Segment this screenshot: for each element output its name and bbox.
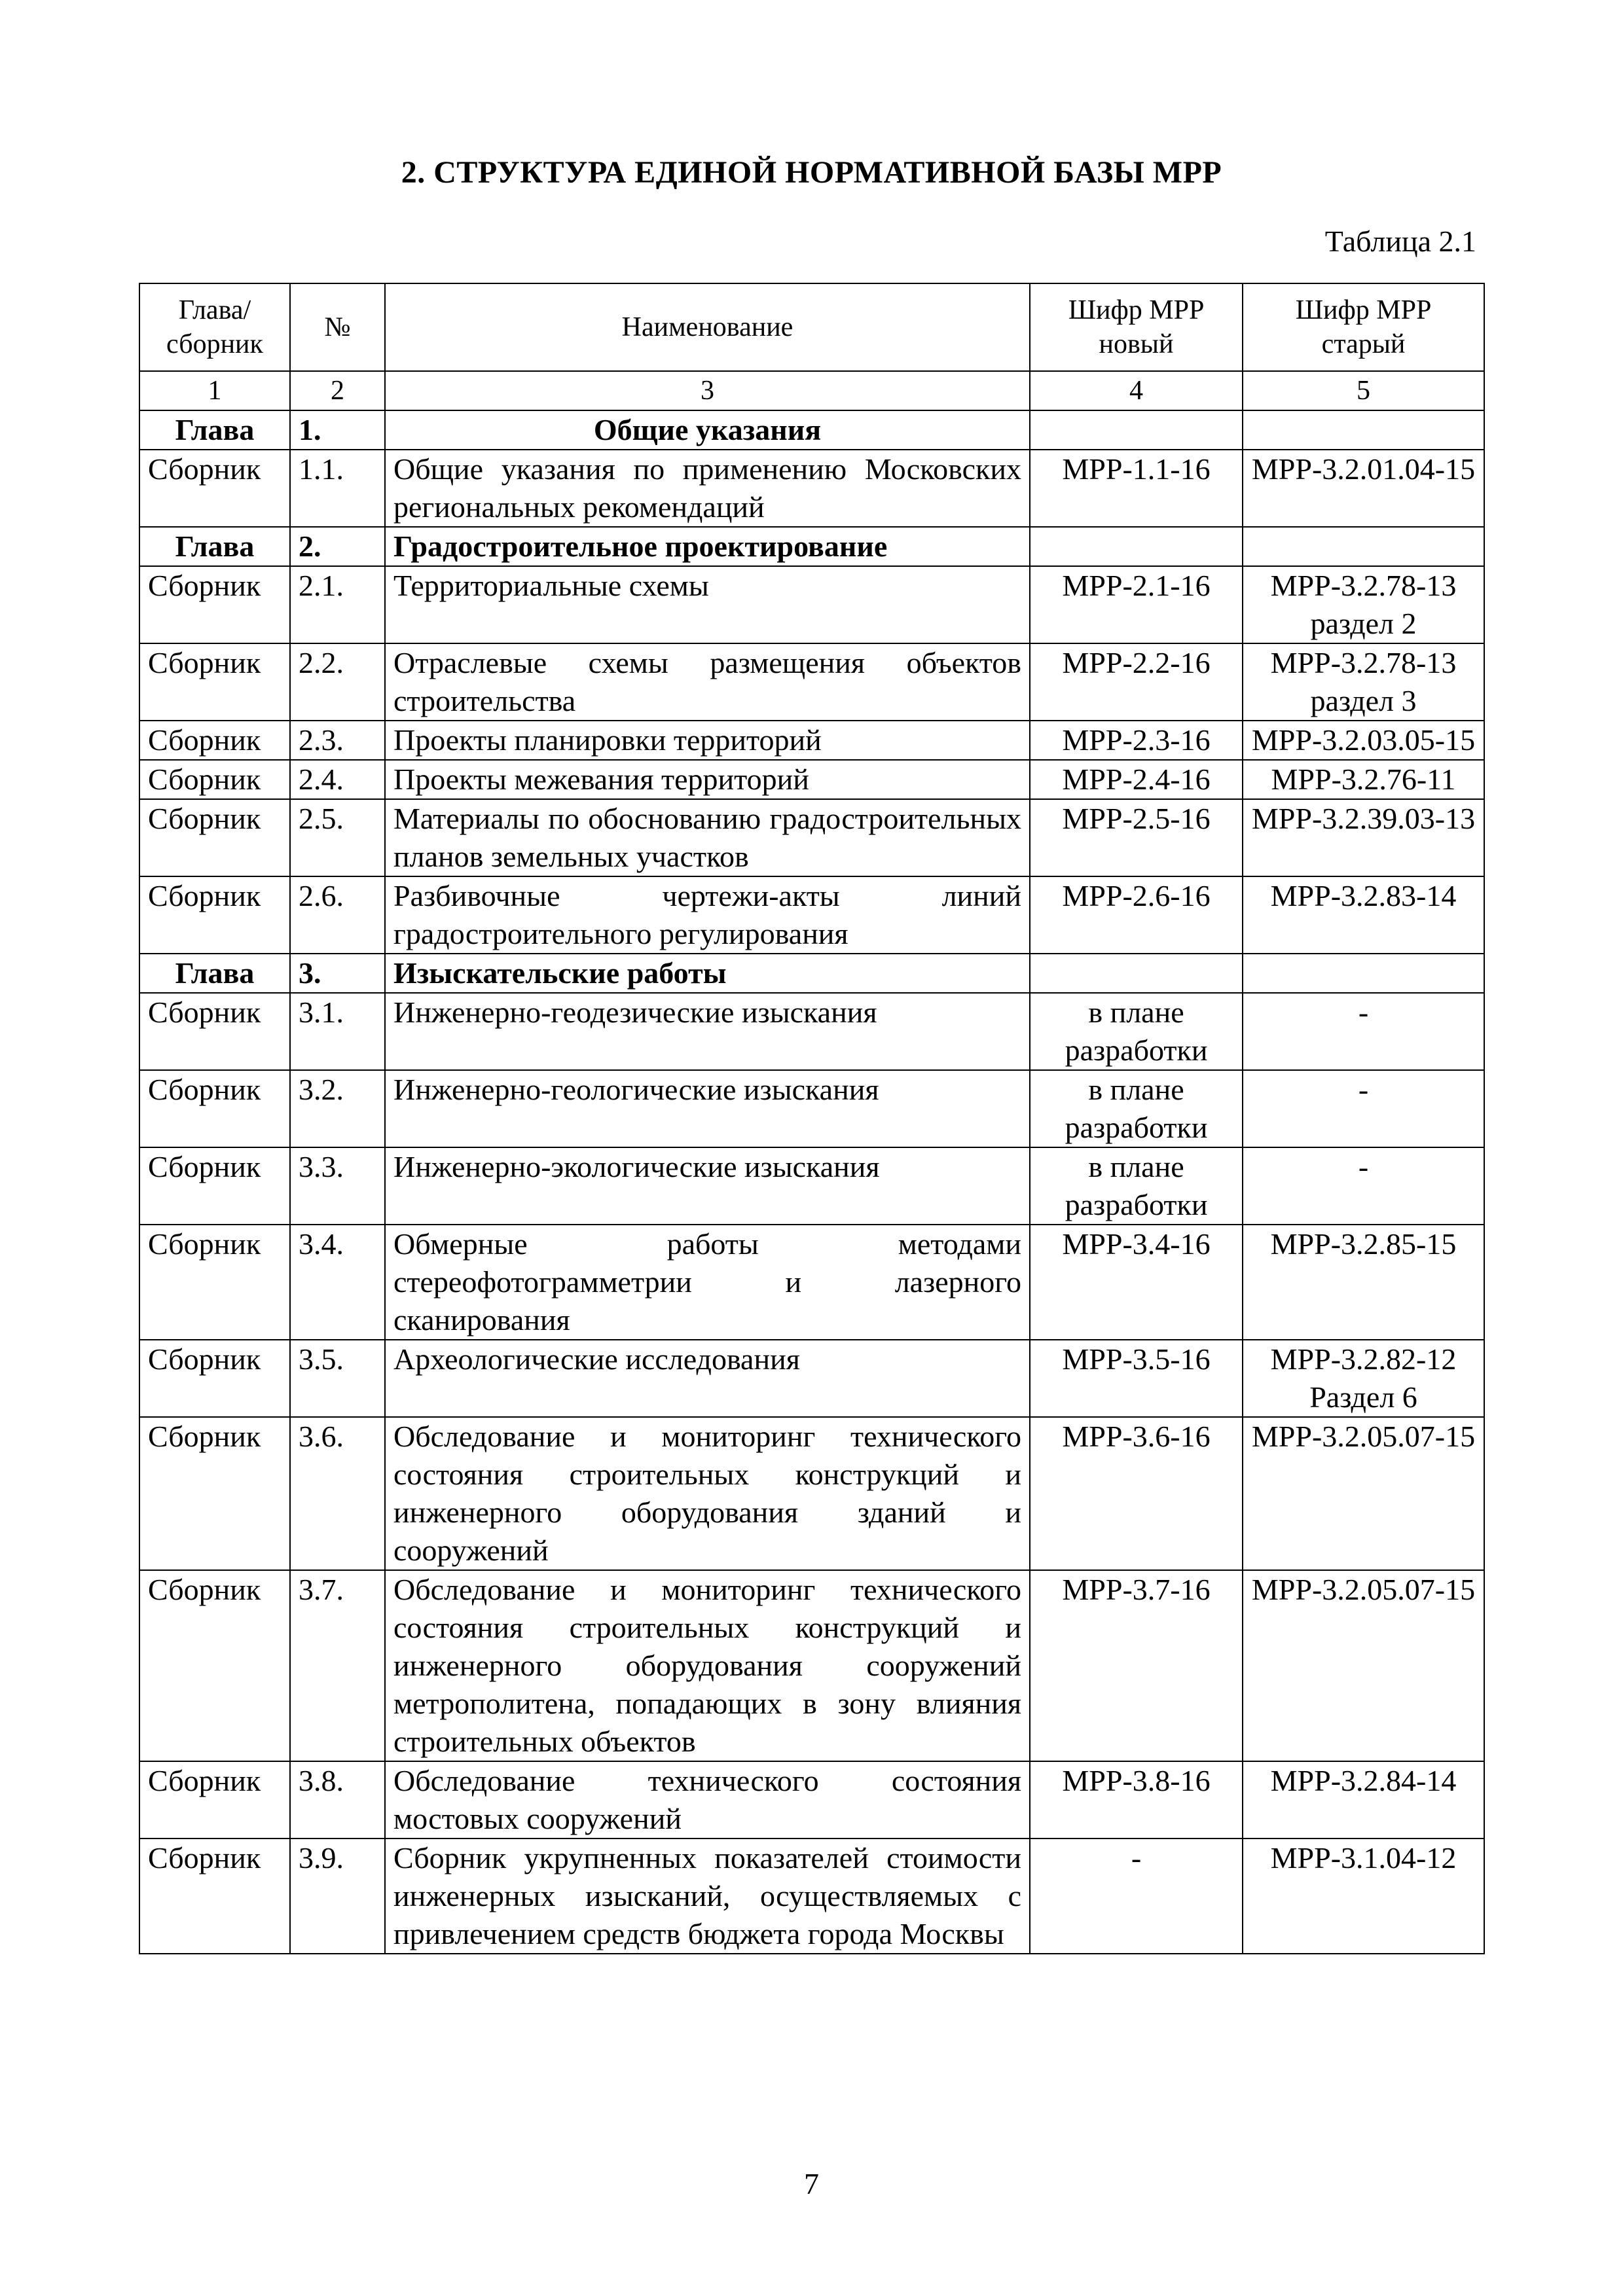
collection-row	[139, 1417, 1484, 1570]
row-code-old: МРР-3.2.78-13 раздел 2	[1243, 566, 1484, 643]
row-type: Сборник	[139, 566, 290, 643]
row-type: Сборник	[139, 799, 290, 876]
row-name: Археологические исследования	[385, 1340, 1030, 1417]
row-code-new: -	[1030, 1839, 1243, 1954]
row-number: 1.	[290, 410, 385, 450]
collection-row	[139, 799, 1484, 876]
collection-row	[139, 876, 1484, 954]
row-code-old	[1243, 410, 1484, 450]
header-number: №	[290, 283, 385, 371]
row-type: Сборник	[139, 1070, 290, 1147]
chapter-row	[139, 954, 1484, 993]
row-code-new: МРР-2.3-16	[1030, 721, 1243, 760]
row-name: Обследование технического состояния мостовых сооружений	[385, 1761, 1030, 1839]
row-number: 2.4.	[290, 760, 385, 799]
row-code-old: -	[1243, 993, 1484, 1070]
column-number: 2	[290, 371, 385, 410]
collection-row	[139, 643, 1484, 721]
row-type: Сборник	[139, 1417, 290, 1570]
row-code-new: МРР-2.4-16	[1030, 760, 1243, 799]
row-code-old: МРР-3.2.85-15	[1243, 1225, 1484, 1340]
chapter-row	[139, 527, 1484, 566]
row-name: Обмерные работы методами стереофотограмметрии и лазерного сканирования	[385, 1225, 1030, 1340]
row-code-old: МРР-3.2.05.07-15	[1243, 1570, 1484, 1761]
row-number: 3.1.	[290, 993, 385, 1070]
row-name: Градостроительное проектирование	[385, 527, 1030, 566]
chapter-row	[139, 410, 1484, 450]
row-code-old: МРР-3.2.39.03-13	[1243, 799, 1484, 876]
row-code-old: МРР-3.2.84-14	[1243, 1761, 1484, 1839]
row-code-old: МРР-3.1.04-12	[1243, 1839, 1484, 1954]
row-code-new: МРР-2.6-16	[1030, 876, 1243, 954]
row-code-new: МРР-2.2-16	[1030, 643, 1243, 721]
column-number: 3	[385, 371, 1030, 410]
row-code-new: МРР-3.5-16	[1030, 1340, 1243, 1417]
row-code-new: МРР-2.5-16	[1030, 799, 1243, 876]
row-name: Проекты межевания территорий	[385, 760, 1030, 799]
row-type: Сборник	[139, 1839, 290, 1954]
row-code-old: МРР-3.2.83-14	[1243, 876, 1484, 954]
row-number: 3.2.	[290, 1070, 385, 1147]
collection-row	[139, 1340, 1484, 1417]
row-code-new: в плане разработки	[1030, 993, 1243, 1070]
column-number-row	[139, 371, 1484, 410]
row-name: Территориальные схемы	[385, 566, 1030, 643]
row-type: Сборник	[139, 1340, 290, 1417]
table-header-row	[139, 283, 1484, 371]
row-name: Проекты планировки территорий	[385, 721, 1030, 760]
page-number: 7	[804, 2167, 819, 2200]
row-name: Разбивочные чертежи-акты линий градостроительного регулирования	[385, 876, 1030, 954]
row-number: 2.1.	[290, 566, 385, 643]
row-code-new: МРР-3.8-16	[1030, 1761, 1243, 1839]
row-code-new	[1030, 527, 1243, 566]
row-code-new: МРР-3.4-16	[1030, 1225, 1243, 1340]
row-name: Материалы по обоснованию градостроительных планов земельных участков	[385, 799, 1030, 876]
row-type: Сборник	[139, 993, 290, 1070]
row-number: 3.6.	[290, 1417, 385, 1570]
mrr-structure-table	[139, 283, 1485, 1954]
row-code-new: в плане разработки	[1030, 1147, 1243, 1225]
collection-row	[139, 1839, 1484, 1954]
row-name: Инженерно-геологические изыскания	[385, 1070, 1030, 1147]
row-name: Общие указания по применению Московских региональных рекомендаций	[385, 450, 1030, 527]
row-name: Изыскательские работы	[385, 954, 1030, 993]
row-code-old: МРР-3.2.01.04-15	[1243, 450, 1484, 527]
row-code-old: МРР-3.2.03.05-15	[1243, 721, 1484, 760]
row-code-old: -	[1243, 1147, 1484, 1225]
header-name: Наименование	[385, 283, 1030, 371]
row-code-new: МРР-2.1-16	[1030, 566, 1243, 643]
collection-row	[139, 1070, 1484, 1147]
row-number: 3.	[290, 954, 385, 993]
row-code-old: МРР-3.2.76-11	[1243, 760, 1484, 799]
collection-row	[139, 1761, 1484, 1839]
row-name: Обследование и мониторинг технического состояния строительных конструкций и инженерного оборудования зданий и сооружений	[385, 1417, 1030, 1570]
row-number: 2.2.	[290, 643, 385, 721]
row-type: Глава	[139, 527, 290, 566]
row-name: Инженерно-геодезические изыскания	[385, 993, 1030, 1070]
row-code-old: МРР-3.2.05.07-15	[1243, 1417, 1484, 1570]
row-type: Сборник	[139, 643, 290, 721]
collection-row	[139, 1570, 1484, 1761]
row-name: Обследование и мониторинг технического состояния строительных конструкций и инженерного оборудования сооружений метрополитена, попадающих в зону влияния строительных объектов	[385, 1570, 1030, 1761]
row-type: Сборник	[139, 876, 290, 954]
row-name: Отраслевые схемы размещения объектов строительства	[385, 643, 1030, 721]
row-name: Общие указания	[385, 410, 1030, 450]
collection-row	[139, 450, 1484, 527]
header-code-old: Шифр МРР старый	[1243, 283, 1484, 371]
row-type: Сборник	[139, 760, 290, 799]
row-number: 2.3.	[290, 721, 385, 760]
row-type: Сборник	[139, 1761, 290, 1839]
row-code-new: МРР-1.1-16	[1030, 450, 1243, 527]
page-title: 2. СТРУКТУРА ЕДИНОЙ НОРМАТИВНОЙ БАЗЫ МРР	[401, 155, 1222, 190]
row-code-new: МРР-3.7-16	[1030, 1570, 1243, 1761]
row-number: 3.5.	[290, 1340, 385, 1417]
row-type: Сборник	[139, 1570, 290, 1761]
row-code-new	[1030, 954, 1243, 993]
row-code-old: -	[1243, 1070, 1484, 1147]
row-number: 3.3.	[290, 1147, 385, 1225]
row-code-new: в плане разработки	[1030, 1070, 1243, 1147]
collection-row	[139, 1147, 1484, 1225]
column-number: 5	[1243, 371, 1484, 410]
row-code-old: МРР-3.2.82-12 Раздел 6	[1243, 1340, 1484, 1417]
column-number: 1	[139, 371, 290, 410]
row-number: 2.5.	[290, 799, 385, 876]
row-number: 3.8.	[290, 1761, 385, 1839]
row-number: 2.6.	[290, 876, 385, 954]
row-name: Сборник укрупненных показателей стоимости инженерных изысканий, осуществляемых с привлечением средств бюджета города Москвы	[385, 1839, 1030, 1954]
row-name: Инженерно-экологические изыскания	[385, 1147, 1030, 1225]
table-caption: Таблица 2.1	[1324, 224, 1476, 258]
row-code-new	[1030, 410, 1243, 450]
collection-row	[139, 1225, 1484, 1340]
row-number: 3.7.	[290, 1570, 385, 1761]
row-type: Глава	[139, 954, 290, 993]
collection-row	[139, 993, 1484, 1070]
row-code-old	[1243, 527, 1484, 566]
row-number: 2.	[290, 527, 385, 566]
row-type: Глава	[139, 410, 290, 450]
row-number: 3.9.	[290, 1839, 385, 1954]
header-code-new: Шифр МРР новый	[1030, 283, 1243, 371]
row-code-new: МРР-3.6-16	[1030, 1417, 1243, 1570]
row-number: 1.1.	[290, 450, 385, 527]
row-type: Сборник	[139, 450, 290, 527]
column-number: 4	[1030, 371, 1243, 410]
row-code-old	[1243, 954, 1484, 993]
collection-row	[139, 566, 1484, 643]
row-number: 3.4.	[290, 1225, 385, 1340]
row-type: Сборник	[139, 1225, 290, 1340]
row-code-old: МРР-3.2.78-13 раздел 3	[1243, 643, 1484, 721]
header-chapter: Глава/ сборник	[139, 283, 290, 371]
row-type: Сборник	[139, 1147, 290, 1225]
collection-row	[139, 721, 1484, 760]
collection-row	[139, 760, 1484, 799]
row-type: Сборник	[139, 721, 290, 760]
